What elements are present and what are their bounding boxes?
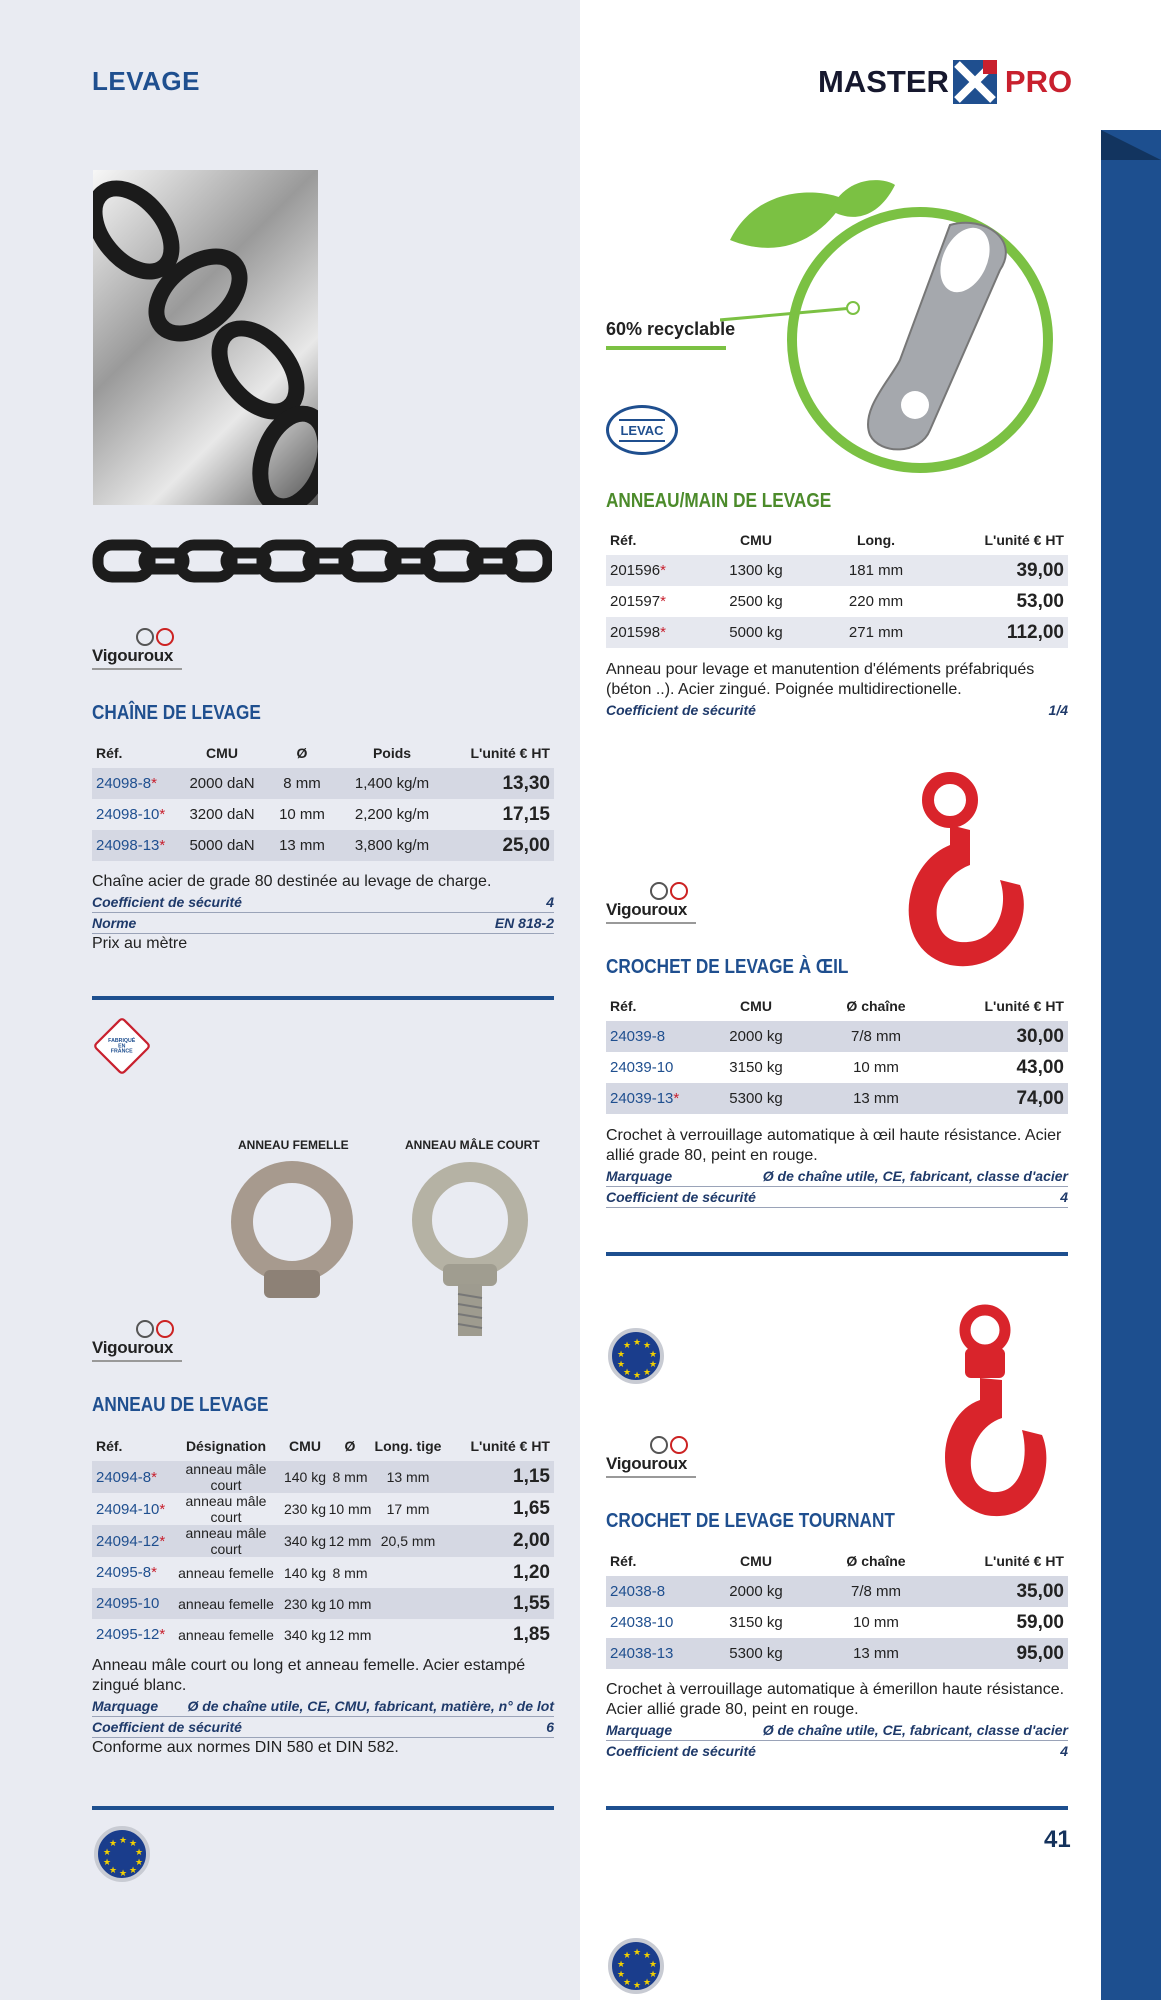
- vigouroux-logo: Vigouroux: [606, 882, 696, 924]
- anneau-male-image: [405, 1160, 535, 1360]
- row-long: 220 mm: [848, 593, 904, 610]
- row-diam: 13 mm: [267, 830, 337, 861]
- row-poids: 2,200 kg/m: [354, 806, 430, 823]
- main-table: [606, 525, 1068, 648]
- row-price: 25,00: [447, 830, 554, 861]
- row-price: 1,85: [513, 1623, 550, 1645]
- anneau-table: [92, 1431, 554, 1650]
- row-diam: 7/8 mm: [806, 1576, 946, 1607]
- row-tige: [372, 1619, 444, 1650]
- col-price: L'unité € HT: [984, 1553, 1064, 1569]
- row-cmu: 2000 daN: [177, 768, 267, 799]
- row-tige: [372, 1557, 444, 1588]
- row-cmu: 5000 kg: [706, 617, 806, 648]
- chaine-table: [92, 738, 554, 861]
- row-ref: 201598: [610, 624, 661, 641]
- main-coef-row: Coefficient de sécurité 1/4: [606, 702, 1068, 718]
- chaine-note: Prix au mètre: [92, 935, 188, 952]
- table-row: 24039-13* 5300 kg 13 mm 74,00: [606, 1083, 1068, 1114]
- row-ref: 24098-13: [96, 837, 160, 854]
- col-ref: Réf.: [610, 1553, 637, 1569]
- row-cmu: 340 kg: [283, 1626, 327, 1643]
- vigouroux-logo: Vigouroux: [606, 1436, 696, 1478]
- row-cmu: 2000 kg: [706, 1021, 806, 1052]
- row-price: 2,00: [444, 1525, 554, 1557]
- row-designation: anneau mâle court: [170, 1525, 282, 1557]
- row-cmu: 230 kg: [283, 1501, 327, 1517]
- row-diam: 10 mm: [853, 1614, 899, 1631]
- row-price: 17,15: [502, 803, 550, 825]
- category-title: LEVAGE: [92, 66, 200, 96]
- row-designation: anneau femelle: [170, 1588, 282, 1619]
- table-row: 24098-10* 3200 daN 10 mm 2,200 kg/m 17,15: [92, 799, 554, 830]
- row-price: 1,15: [444, 1461, 554, 1493]
- crochet-oeil-image: [890, 770, 1040, 980]
- table-row: 24095-8* anneau femelle 140 kg 8 mm 1,20: [92, 1557, 554, 1588]
- row-tige: 13 mm: [372, 1461, 444, 1493]
- col-ref: Réf.: [96, 1438, 123, 1454]
- row-ref: 24098-8: [96, 775, 152, 792]
- row-long: 181 mm: [806, 555, 946, 586]
- row-price: 39,00: [946, 555, 1068, 586]
- row-diam: 12 mm: [328, 1525, 372, 1557]
- row-diam: 12 mm: [328, 1626, 372, 1643]
- table-row: [92, 1588, 554, 1619]
- row-cmu: 140 kg: [282, 1461, 328, 1493]
- vigouroux-logo: Vigouroux: [92, 1320, 182, 1362]
- anneau-femelle-image: [222, 1160, 362, 1310]
- eu-flag-icon: ★ ★ ★ ★ ★ ★ ★ ★ ★ ★: [608, 1328, 664, 1384]
- table-row: [606, 1638, 1068, 1669]
- row-price: 59,00: [1016, 1611, 1064, 1633]
- divider: [606, 1252, 1068, 1256]
- levac-badge: LEVAC: [606, 405, 678, 455]
- anneau-marquage-row: Marquage Ø de chaîne utile, CE, CMU, fabricant, matière, n° de lot: [92, 1696, 554, 1717]
- row-price: 112,00: [946, 617, 1068, 648]
- table-row: [606, 1576, 1068, 1607]
- row-ref: 201597: [610, 593, 661, 610]
- row-cmu: 5300 kg: [706, 1638, 806, 1669]
- table-row: [606, 1052, 1068, 1083]
- anneau-description: Anneau mâle court ou long et anneau femelle. Acier estampé zingué blanc.: [92, 1657, 526, 1694]
- col-poids: Poids: [372, 745, 412, 761]
- table-row: 24098-8* 2000 daN 8 mm 1,400 kg/m 13,30: [92, 768, 554, 799]
- table-row: 24094-12* anneau mâle court 340 kg 12 mm 20,5 mm 2,00: [92, 1525, 554, 1557]
- col-diam: Ø: [344, 1438, 356, 1454]
- row-ref: 24094-8: [96, 1468, 152, 1486]
- row-diam: 8 mm: [332, 1564, 368, 1581]
- row-long: 271 mm: [806, 617, 946, 648]
- col-cmu: CMU: [740, 998, 772, 1014]
- row-ref: 201596: [610, 562, 661, 579]
- row-poids: 3,800 kg/m: [337, 830, 447, 861]
- col-price: L'unité € HT: [984, 532, 1064, 548]
- right-edge-bar: [1101, 130, 1161, 2000]
- row-diam: 10 mm: [328, 1588, 372, 1619]
- chain-strip-image: [92, 533, 552, 589]
- crochet-oeil-coef-row: Coefficient de sécurité 4: [606, 1187, 1068, 1208]
- row-diam: 13 mm: [806, 1083, 946, 1114]
- table-row: 24098-13* 5000 daN 13 mm 3,800 kg/m 25,00: [92, 830, 554, 861]
- row-ref: 24038-13: [610, 1645, 674, 1662]
- row-cmu: 3150 kg: [729, 1059, 783, 1076]
- masterpro-logo: [818, 60, 1072, 104]
- row-cmu: 230 kg: [282, 1588, 328, 1619]
- row-ref: 24039-13: [610, 1090, 674, 1107]
- row-price: 35,00: [946, 1576, 1068, 1607]
- row-price: 1,20: [513, 1561, 550, 1583]
- row-ref: 24038-8: [610, 1583, 666, 1600]
- crochet-tournant-title: CROCHET DE LEVAGE TOURNANT: [606, 1510, 895, 1532]
- col-diam: Ø: [296, 745, 308, 761]
- table-row: [606, 1607, 1068, 1638]
- anneau-coef-row: Coefficient de sécurité 6: [92, 1717, 554, 1738]
- row-cmu: 340 kg: [282, 1525, 328, 1557]
- row-diam: 8 mm: [328, 1461, 372, 1493]
- row-designation: anneau femelle: [178, 1626, 274, 1643]
- col-diam: Ø chaîne: [846, 998, 906, 1014]
- made-in-france-badge: FABRIQUÉ EN FRANCE: [92, 1016, 151, 1075]
- label-anneau-femelle: ANNEAU FEMELLE: [238, 1138, 349, 1152]
- anneau-note: Conforme aux normes DIN 580 et DIN 582.: [92, 1739, 399, 1756]
- eu-flag-icon: ★ ★ ★ ★ ★ ★ ★ ★ ★ ★: [94, 1826, 150, 1882]
- row-price: 30,00: [946, 1021, 1068, 1052]
- table-row: 24094-8* anneau mâle court 140 kg 8 mm 13 mm 1,15: [92, 1461, 554, 1493]
- main-description: Anneau pour levage et manutention d'éléments préfabriqués (béton ..). Acier zingué. Poignée multidirectionelle.: [606, 661, 1035, 698]
- table-row: 24095-12* anneau femelle 340 kg 12 mm 1,85: [92, 1619, 554, 1650]
- row-ref: 24095-10: [96, 1595, 160, 1612]
- row-ref: 24038-10: [610, 1614, 674, 1631]
- row-diam: 10 mm: [853, 1059, 899, 1076]
- col-price: L'unité € HT: [470, 1438, 550, 1454]
- col-cmu: CMU: [740, 1553, 772, 1569]
- chaine-norme-row: Norme EN 818-2: [92, 913, 554, 934]
- row-poids: 1,400 kg/m: [337, 768, 447, 799]
- row-tige: 17 mm: [386, 1501, 430, 1517]
- divider: [92, 996, 554, 1000]
- row-ref: 24098-10: [96, 806, 160, 823]
- col-ref: Réf.: [610, 998, 637, 1014]
- row-diam: 10 mm: [328, 1501, 372, 1517]
- row-designation: anneau mâle court: [170, 1461, 282, 1493]
- crochet-oeil-marquage-row: Marquage Ø de chaîne utile, CE, fabricant, classe d'acier: [606, 1166, 1068, 1187]
- crochet-tournant-description: Crochet à verrouillage automatique à émerillon haute résistance. Acier allié grade 80, peint en rouge.: [606, 1681, 1065, 1718]
- table-row: 201596* 1300 kg 181 mm 39,00: [606, 555, 1068, 586]
- col-ref: Réf.: [96, 745, 123, 761]
- row-ref: 24039-8: [610, 1028, 666, 1045]
- row-cmu: 3150 kg: [729, 1614, 783, 1631]
- crochet-tournant-marquage-row: Marquage Ø de chaîne utile, CE, fabricant, classe d'acier: [606, 1720, 1068, 1741]
- row-ref: 24094-10: [96, 1500, 160, 1518]
- crochet-oeil-title: CROCHET DE LEVAGE À ŒIL: [606, 956, 849, 978]
- row-cmu: 2500 kg: [729, 593, 783, 610]
- chaine-title: CHAÎNE DE LEVAGE: [92, 702, 261, 724]
- row-diam: 13 mm: [806, 1638, 946, 1669]
- row-cmu: 5000 daN: [177, 830, 267, 861]
- anneau-title: ANNEAU DE LEVAGE: [92, 1394, 269, 1416]
- row-cmu: 2000 kg: [706, 1576, 806, 1607]
- col-ref: Réf.: [610, 532, 637, 548]
- chain-photo: [93, 170, 318, 505]
- row-designation: anneau femelle: [178, 1564, 274, 1581]
- chaine-coef-row: Coefficient de sécurité 4: [92, 892, 554, 913]
- row-price: 74,00: [946, 1083, 1068, 1114]
- col-price: L'unité € HT: [984, 998, 1064, 1014]
- row-diam: 8 mm: [267, 768, 337, 799]
- col-price: L'unité € HT: [470, 745, 550, 761]
- main-details: [606, 660, 1068, 720]
- row-price: 1,55: [444, 1588, 554, 1619]
- row-cmu: 3200 daN: [189, 806, 255, 823]
- anneau-details: [92, 1656, 554, 1758]
- table-row: 201598* 5000 kg 271 mm 112,00: [606, 617, 1068, 648]
- recyclable-underline: [606, 346, 726, 350]
- row-tige: 20,5 mm: [372, 1525, 444, 1557]
- row-price: 13,30: [447, 768, 554, 799]
- table-row: 24094-10* anneau mâle court 230 kg 10 mm 17 mm 1,65: [92, 1493, 554, 1525]
- crochet-oeil-table: [606, 991, 1068, 1114]
- brand-left: MASTER: [818, 64, 949, 99]
- col-cmu: CMU: [206, 745, 238, 761]
- col-cmu: CMU: [740, 532, 772, 548]
- crochet-tournant-image: [930, 1300, 1050, 1530]
- row-price: 43,00: [1016, 1056, 1064, 1078]
- recycle-circle-graphic: [720, 180, 1070, 480]
- crochet-oeil-description: Crochet à verrouillage automatique à œil haute résistance. Acier allié grade 80, peint en rouge.: [606, 1127, 1062, 1164]
- chain-links-icon: [93, 170, 318, 505]
- crochet-tournant-details: [606, 1680, 1068, 1761]
- table-row: [606, 1021, 1068, 1052]
- row-designation: anneau mâle court: [185, 1493, 267, 1525]
- brand-x-icon: [953, 60, 997, 104]
- row-ref: 24095-8: [96, 1564, 152, 1581]
- row-price: 53,00: [1016, 590, 1064, 612]
- recyclable-label: 60% recyclable: [606, 319, 736, 339]
- row-cmu: 1300 kg: [706, 555, 806, 586]
- main-title: ANNEAU/MAIN DE LEVAGE: [606, 490, 832, 512]
- vigouroux-logo: Vigouroux: [92, 628, 182, 670]
- row-ref: 24094-12: [96, 1532, 160, 1550]
- eu-flag-icon: ★ ★ ★ ★ ★ ★ ★ ★ ★ ★: [608, 1938, 664, 1994]
- brand-right: PRO: [1004, 64, 1073, 99]
- crochet-oeil-details: [606, 1126, 1068, 1208]
- row-diam: 7/8 mm: [806, 1021, 946, 1052]
- row-cmu: 140 kg: [283, 1564, 327, 1581]
- crochet-tournant-table: [606, 1546, 1068, 1669]
- col-cmu: CMU: [289, 1438, 321, 1454]
- row-cmu: 5300 kg: [706, 1083, 806, 1114]
- label-anneau-male: ANNEAU MÂLE COURT: [405, 1138, 540, 1152]
- row-ref: 24039-10: [610, 1059, 674, 1076]
- crochet-tournant-coef-row: Coefficient de sécurité 4: [606, 1743, 1068, 1759]
- chaine-details: [92, 872, 554, 954]
- col-long: Long.: [856, 532, 896, 548]
- table-row: 201597* 2500 kg 220 mm 53,00: [606, 586, 1068, 617]
- row-ref: 24095-12: [96, 1626, 160, 1643]
- row-price: 95,00: [946, 1638, 1068, 1669]
- page-number: 41: [1044, 1826, 1071, 1853]
- divider: [92, 1806, 554, 1810]
- row-diam: 10 mm: [279, 806, 325, 823]
- row-tige: [372, 1588, 444, 1619]
- divider: [606, 1806, 1068, 1810]
- chaine-description: Chaîne acier de grade 80 destinée au levage de charge.: [92, 873, 492, 890]
- col-diam: Ø chaîne: [846, 1553, 906, 1569]
- row-price: 1,65: [513, 1498, 550, 1519]
- col-designation: Désignation: [185, 1438, 267, 1454]
- col-tige: Long. tige: [374, 1438, 442, 1454]
